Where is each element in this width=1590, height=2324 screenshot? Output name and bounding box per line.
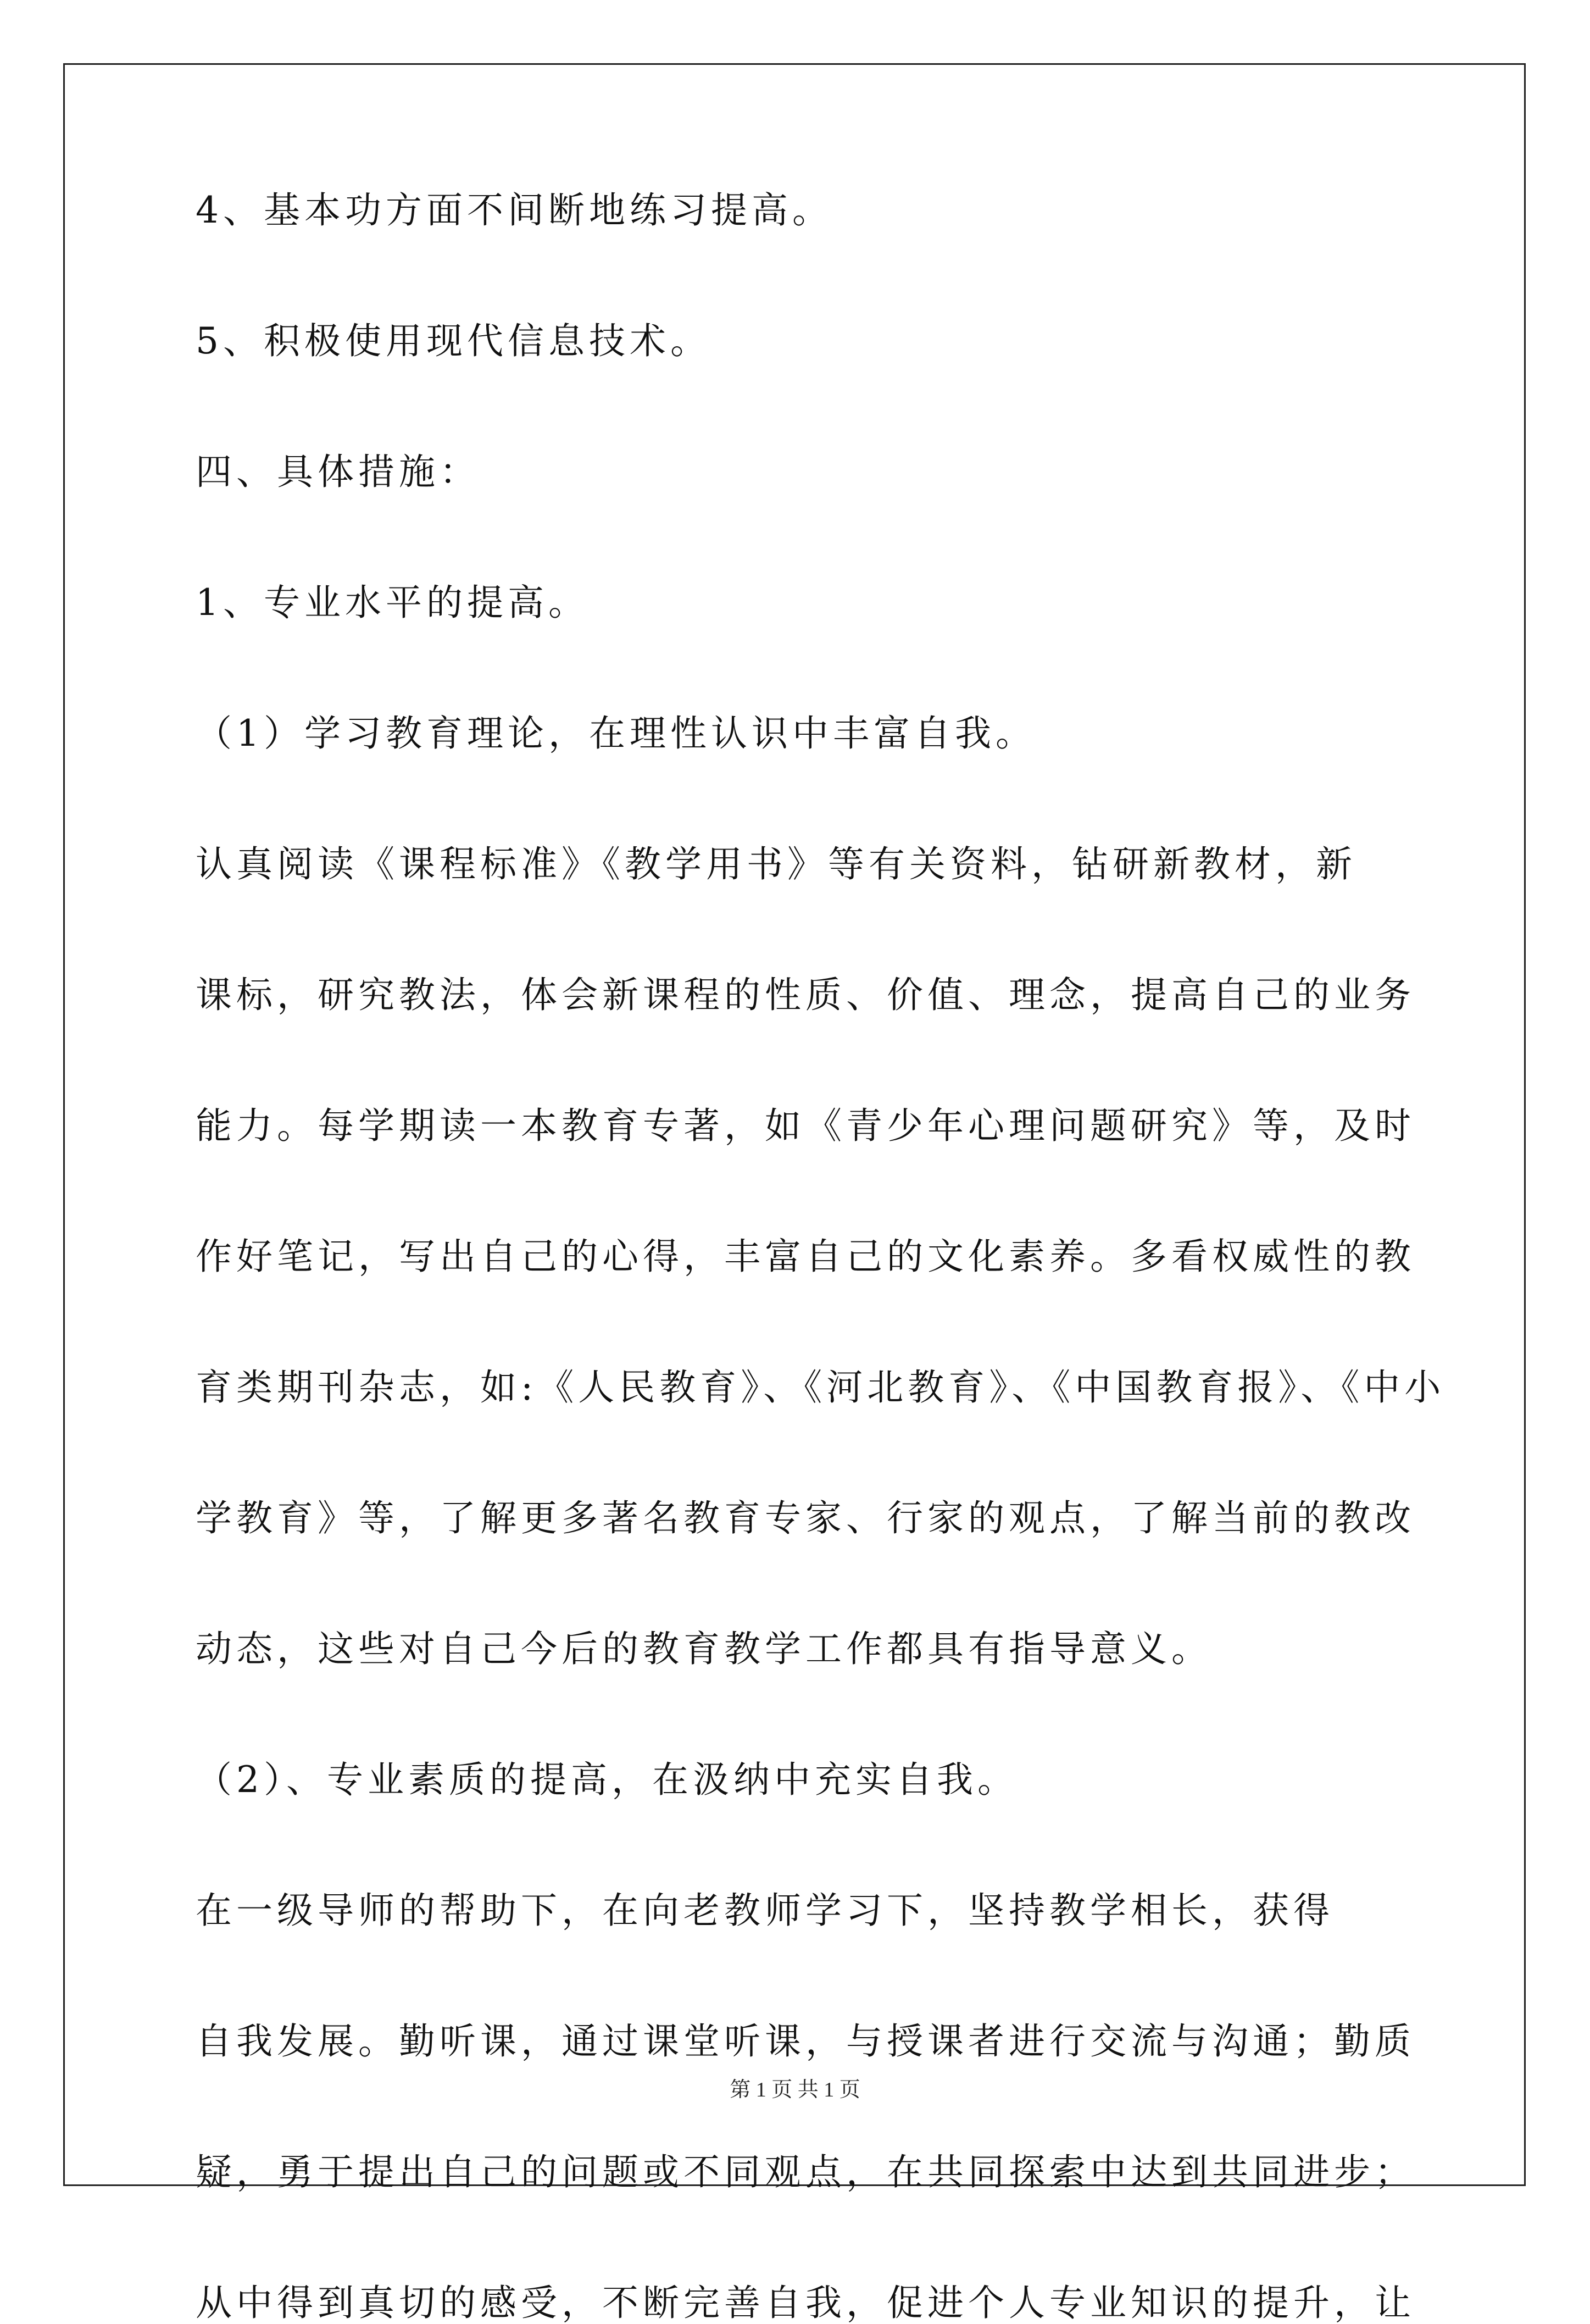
- text-line: 在一级导师的帮助下，在向老教师学习下，坚持教学相长，获得: [196, 1889, 1334, 1932]
- text-line: 作好笔记，写出自己的心得，丰富自己的文化素养。多看权威性的教: [196, 1235, 1415, 1278]
- document-body: [196, 189, 1446, 2324]
- text-line: 自我发展。勤听课，通过课堂听课，与授课者进行交流与沟通；勤质: [196, 2020, 1415, 2062]
- text-line: 课标，研究教法，体会新课程的性质、价值、理念，提高自己的业务: [196, 974, 1415, 1016]
- text-line: 疑，勇于提出自己的问题或不同观点，在共同探索中达到共同进步；: [196, 2151, 1415, 2193]
- section-heading: 四、具体措施：: [196, 451, 480, 493]
- subsection-heading: （1）学习教育理论，在理性认识中丰富自我。: [196, 712, 1036, 755]
- text-line: 动态，这些对自己今后的教育教学工作都具有指导意义。: [196, 1628, 1212, 1670]
- text-line: 4、基本功方面不间断地练习提高。: [196, 189, 833, 231]
- text-line: 认真阅读《课程标准》《教学用书》等有关资料，钻研新教材，新: [196, 843, 1356, 885]
- text-line: 1、专业水平的提高。: [196, 581, 589, 624]
- subsection-heading: （2）、专业素质的提高，在汲纳中充实自我。: [196, 1759, 1018, 1801]
- text-line: 育类期刊杂志，如:《人民教育》、《河北教育》、《中国教育报》、《中小: [196, 1366, 1446, 1408]
- page-footer: 第 1 页 共 1 页: [730, 2078, 860, 2101]
- text-line: 从中得到真切的感受，不断完善自我，促进个人专业知识的提升，让: [196, 2282, 1415, 2324]
- text-line: 5、积极使用现代信息技术。: [196, 320, 711, 362]
- text-line: 学教育》等，了解更多著名教育专家、行家的观点，了解当前的教改: [196, 1497, 1415, 1539]
- text-line: 能力。每学期读一本教育专著，如《青少年心理问题研究》等，及时: [196, 1105, 1415, 1147]
